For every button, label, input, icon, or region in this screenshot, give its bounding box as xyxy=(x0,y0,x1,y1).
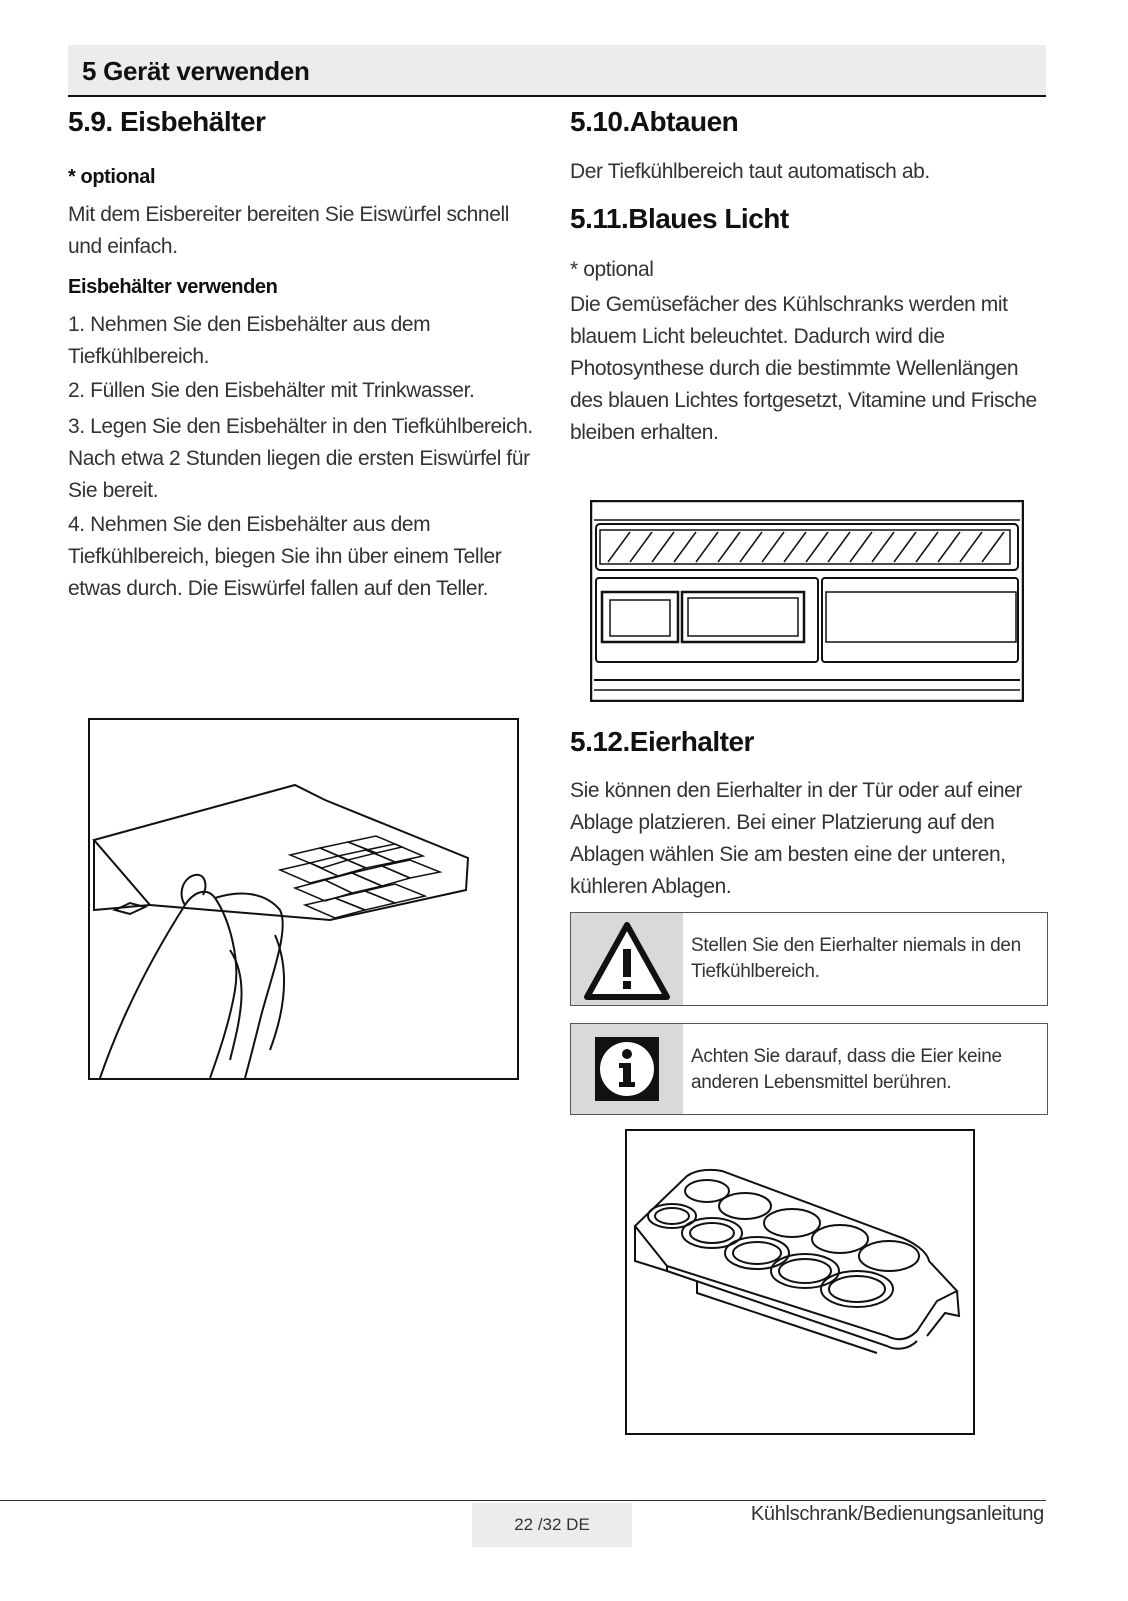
info-note xyxy=(570,1023,1048,1115)
optional-label: * optional xyxy=(68,166,156,188)
ice-tray-subheading: Eisbehälter verwenden xyxy=(68,276,278,298)
warning-triangle-icon xyxy=(571,913,683,1005)
crisper-drawer-drawing xyxy=(590,500,1024,702)
document-title: Kühlschrank/Bedienungsanleitung xyxy=(750,1503,1044,1525)
egg-holder-text: Sie können den Eierhalter in der Tür oder auf einer Ablage platzieren. Bei einer Platzierung auf den Ablagen wählen Sie am besten eine der unteren, kühleren Ablagen. xyxy=(570,779,1023,898)
section-title-ice-tray: 5.9. Eisbehälter xyxy=(68,106,266,137)
ice-tray-intro: Mit dem Eisbereiter bereiten Sie Eiswürfel schnell und einfach. xyxy=(68,203,510,258)
step-1: 1. Nehmen Sie den Eisbehälter aus dem Tiefkühlbereich. xyxy=(68,313,431,368)
egg-holder-drawing xyxy=(627,1131,973,1433)
ice-tray-illustration xyxy=(88,718,519,1080)
warning-icon-cell xyxy=(571,913,683,1005)
section-title-defrost: 5.10.Abtauen xyxy=(570,106,739,137)
warning-note xyxy=(570,912,1048,1006)
step-3: 3. Legen Sie den Eisbehälter in den Tiefkühlbereich. Nach etwa 2 Stunden liegen die ersten Eiswürfel für Sie bereit. xyxy=(68,415,533,502)
section-title-blue-light: 5.11.Blaues Licht xyxy=(570,203,789,234)
info-icon xyxy=(571,1024,683,1114)
blue-light-optional: * optional xyxy=(570,258,654,281)
chapter-title: 5 Gerät verwenden xyxy=(82,56,310,86)
crisper-drawer-illustration xyxy=(590,500,1024,702)
egg-holder-illustration xyxy=(625,1129,975,1435)
defrost-text: Der Tiefkühlbereich taut automatisch ab. xyxy=(570,160,930,183)
page-number: 22 /32 DE xyxy=(472,1503,632,1547)
info-icon-cell xyxy=(571,1024,683,1114)
footer-divider xyxy=(0,1500,1046,1501)
section-title-egg-holder: 5.12.Eierhalter xyxy=(570,726,754,757)
blue-light-text: Die Gemüsefächer des Kühlschranks werden mit blauem Licht beleuchtet. Dadurch wird die Photosynthese durch die bestimmte Wellenlängen des blauen Lichtes fortgesetzt, Vitamine und Frische bleiben erhalten. xyxy=(570,293,1037,444)
warning-text: Stellen Sie den Eierhalter niemals in den Tiefkühlbereich. xyxy=(691,935,1021,982)
chapter-header xyxy=(68,45,1046,97)
ice-tray-drawing xyxy=(90,720,517,1078)
info-text: Achten Sie darauf, dass die Eier keine anderen Lebensmittel berühren. xyxy=(691,1046,1002,1093)
step-2: 2. Füllen Sie den Eisbehälter mit Trinkwasser. xyxy=(68,379,475,402)
step-4: 4. Nehmen Sie den Eisbehälter aus dem Tiefkühlbereich, biegen Sie ihn über einem Teller etwas durch. Die Eiswürfel fallen auf den Teller. xyxy=(68,513,502,600)
